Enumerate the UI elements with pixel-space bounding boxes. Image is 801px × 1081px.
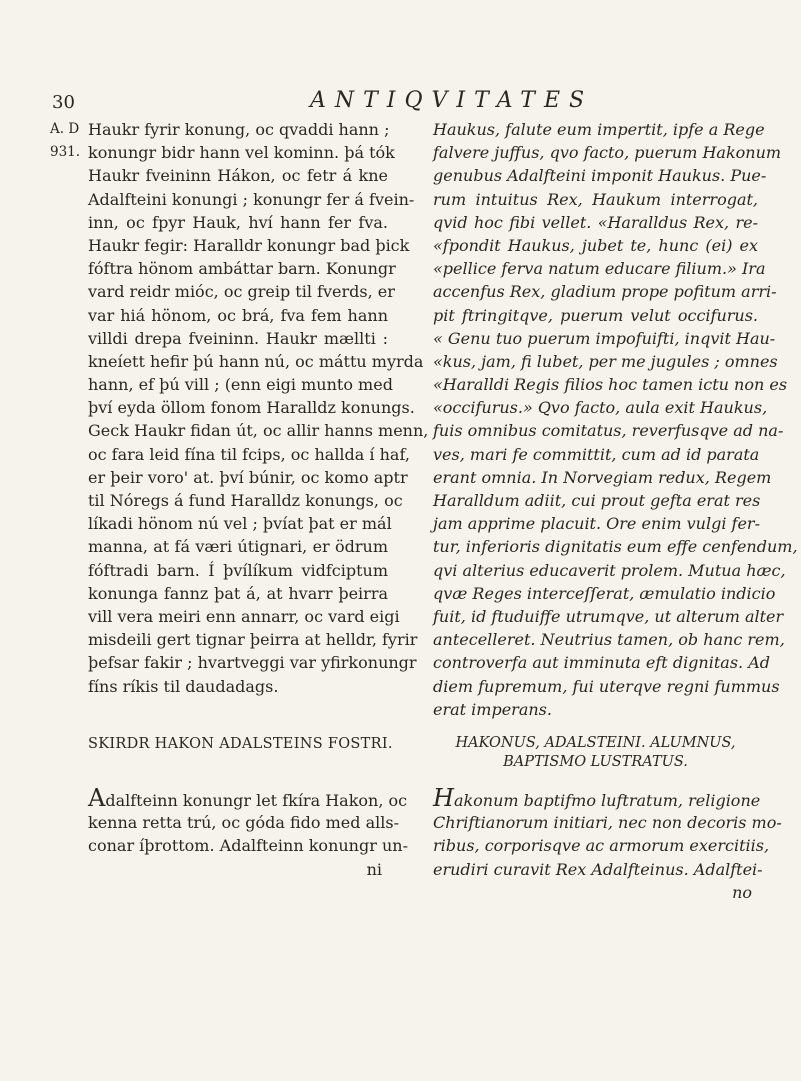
text-line: rum intuitus Rex, Haukum interrogat, [433, 189, 758, 209]
text-line: Geck Haukr fidan út, oc allir hanns menn, [88, 421, 429, 441]
text-line: Haukr fegir: Haralldr konungr bad þick [88, 235, 410, 255]
text-line: genubus Adalfteini imponit Haukus. Pue- [433, 166, 767, 186]
text-line: misdeili gert tignar þeirra at helldr, fyrir [88, 630, 418, 650]
text-line: «occifurus.» Qvo facto, aula exit Haukus, [433, 398, 768, 418]
text-line: jam apprime placuit. Ore enim vulgi fer- [433, 514, 760, 534]
icelandic-column-2 [88, 784, 408, 881]
text-line: antecelleret. Neutrius tamen, ob hanc rem, [433, 630, 785, 650]
icelandic-column [88, 118, 429, 698]
text-line: diem fupremum, fui uterqve regni fummus [433, 676, 780, 696]
text-line: controverfa aut imminuta eft dignitas. Ad [433, 653, 770, 673]
text-line-rest: akonum baptifmo luftratum, religione [453, 791, 761, 810]
text-line: Haralldum adiit, cui prout gefta erat res [433, 491, 761, 510]
text-line: no [732, 882, 752, 902]
text-line: pit ftringitqve, puerum velut occifurus. [433, 305, 758, 325]
text-line: ves, mari fe committit, cum ad id parata [433, 444, 760, 464]
margin-note [50, 120, 80, 166]
text-line: líkadi hönom nú vel ; þvíat þat er mál [88, 514, 392, 534]
section-heading-latin [433, 734, 758, 772]
text-line: «pellice ferva natum educare filium.» Ira [433, 259, 766, 279]
text-line: fóftradi barn. Í þvílíkum vidfciptum [88, 560, 388, 580]
text-line: konungr bidr hann vel kominn. þá tók [88, 143, 395, 163]
text-line: erat imperans. [433, 699, 552, 719]
text-line: conar íþrottom. Adalfteinn konungr un- [88, 836, 408, 856]
text-line: Haukr fyrir konung, oc qvaddi hann ; [88, 120, 390, 139]
text-line: fíns ríkis til daudadags. [88, 676, 279, 696]
text-line: inn, oc fpyr Hauk, hví hann fer fva. [88, 212, 388, 232]
text-line: «Haralldi Regis filios hoc tamen ictu non es [433, 375, 788, 395]
text-line: erant omnia. In Norvegiam redux, Regem [433, 467, 772, 487]
text-line: oc fara leid fína til fcips, oc hallda í haf, [88, 444, 410, 464]
text-line: « Genu tuo puerum impofuifti, inqvit Hau- [433, 328, 776, 348]
text-line: því eyda öllom fonom Haralldz konungs. [88, 398, 415, 418]
text-line: qvid hoc fibi vellet. «Haralldus Rex, re- [433, 212, 758, 232]
running-title: ANTIQVITATES [310, 88, 594, 113]
text-line: falvere juffus, qvo facto, puerum Hakonum [433, 143, 782, 163]
margin-note-line: A. D [50, 121, 80, 137]
text-line: kneíett hefir þú hann nú, oc máttu myrda [88, 351, 424, 371]
section-heading-icelandic: SKIRDR HAKON ADALSTEINS FOSTRI. [88, 736, 393, 752]
margin-note-line: 931. [50, 144, 81, 161]
text-line: hann, ef þú vill ; (enn eigi munto med [88, 375, 393, 395]
text-line: fóftra hönom ambáttar barn. Konungr [88, 259, 396, 279]
text-line: «kus, jam, fi lubet, per me jugules ; omnes [433, 351, 778, 371]
text-line: fuit, id ftuduiffe utrumqve, ut alterum alter [433, 606, 784, 626]
text-line: fuis omnibus comitatus, reverfusqve ad na- [433, 421, 784, 441]
latin-column [433, 118, 798, 721]
text-line: ribus, corporisqve ac armorum exercitiis, [433, 836, 770, 856]
section-heading-latin-line: HAKONUS, ADALSTEINI. ALUMNUS, [455, 735, 736, 751]
text-line: er þeir voro' at. því búnir, oc komo aptr [88, 467, 408, 487]
text-line: Adalfteini konungi ; konungr fer á fvein- [88, 189, 415, 209]
text-line: vill vera meiri enn annarr, oc vard eigi [88, 606, 400, 626]
section-heading-latin-line: BAPTISMO LUSTRATUS. [503, 754, 688, 770]
text-line: vard reidr mióc, oc greip til fverds, er [88, 282, 395, 302]
text-line: ni [366, 859, 382, 879]
text-line: qvæ Reges interceſſerat, æmulatio indicio [433, 583, 776, 603]
text-line: tur, inferioris dignitatis eum effe cenfendum, [433, 537, 798, 557]
text-line: manna, at fá væri útignari, er ödrum [88, 537, 388, 557]
text-line: erudiri curavit Rex Adalfteinus. Adalftei- [433, 859, 763, 879]
text-line: Haukr fveininn Hákon, oc fetr á kne [88, 166, 388, 186]
initial-letter: A [88, 784, 106, 812]
text-line: kenna retta trú, oc góda fido med alls- [88, 813, 399, 833]
page-number: 30 [52, 92, 75, 113]
text-line [88, 784, 408, 812]
text-line: til Nóregs á fund Haralldz konungs, oc [88, 491, 403, 510]
text-line [433, 784, 761, 812]
text-line: «fpondit Haukus, jubet te, hunc (ei) ex [433, 235, 758, 255]
text-line: þefsar fakir ; hvartveggi var yfirkonungr [88, 653, 417, 673]
text-line-rest: dalfteinn konungr let fkíra Hakon, oc [105, 791, 408, 810]
text-line: villdi drepa fveininn. Haukr mællti : [88, 328, 388, 348]
text-line: accenfus Rex, gladium prope pofitum arri- [433, 282, 777, 302]
text-line: qvi alterius educaverit prolem. Mutua hæc, [433, 560, 786, 580]
text-line: Chriftianorum initiari, nec non decoris mo- [433, 813, 782, 833]
initial-letter: H [433, 784, 454, 812]
text-line: konunga fannz þat á, at hvarr þeirra [88, 583, 388, 603]
text-line: Haukus, falute eum impertit, ipfe a Rege [433, 120, 765, 139]
text-line: var hiá hönom, oc brá, fva fem hann [88, 305, 388, 325]
latin-column-2 [433, 784, 782, 904]
